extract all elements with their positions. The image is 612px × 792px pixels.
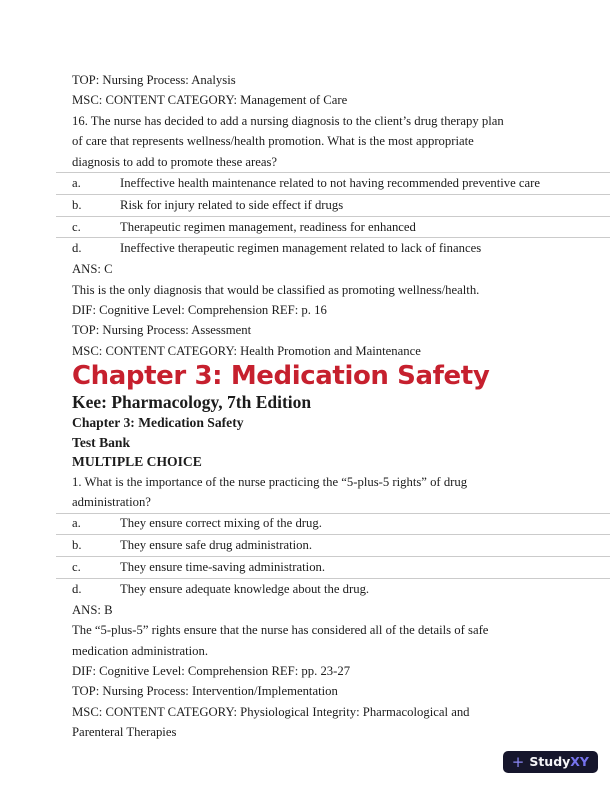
option-letter: c.	[72, 560, 81, 575]
option-text: They ensure adequate knowledge about the drug.	[120, 581, 370, 596]
option-text: Therapeutic regimen management, readiness for enhanced	[120, 219, 416, 234]
msc-line: Parenteral Therapies	[72, 725, 177, 740]
rationale-line: medication administration.	[72, 643, 209, 658]
option-row	[56, 194, 610, 216]
meta-line-top: TOP: Nursing Process: Analysis	[72, 73, 236, 87]
test-bank-label: Test Bank	[72, 434, 131, 450]
answer-line: ANS: B	[72, 602, 113, 617]
question1-text-line: 1. What is the importance of the nurse practicing the “5-plus-5 rights” of drug	[72, 474, 468, 489]
book-title: Kee: Pharmacology, 7th Edition	[72, 392, 312, 413]
chapter-subtitle: Chapter 3: Medication Safety	[72, 415, 244, 431]
option-letter: b.	[72, 538, 82, 553]
option-row	[56, 578, 610, 600]
document-page-content	[72, 70, 612, 743]
option-letter: c.	[72, 219, 81, 234]
option-row	[56, 556, 610, 578]
option-letter: a.	[72, 516, 81, 531]
dif-line: DIF: Cognitive Level: Comprehension REF: pp. 23-27	[72, 663, 351, 678]
question1-text-line: administration?	[72, 495, 151, 510]
option-row	[56, 216, 610, 238]
section-heading: MULTIPLE CHOICE	[72, 454, 202, 470]
option-row	[56, 237, 610, 259]
option-letter: d.	[72, 581, 82, 596]
question16-text-line: diagnosis to add to promote these areas?	[72, 154, 278, 169]
option-text: They ensure safe drug administration.	[120, 538, 313, 553]
option-row	[56, 534, 610, 556]
msc-line: MSC: CONTENT CATEGORY: Health Promotion and Maintenance	[72, 343, 421, 358]
rationale-line: The “5-plus-5” rights ensure that the nurse has considered all of the details of safe	[72, 623, 489, 638]
brand-xy-text: XY	[570, 753, 589, 769]
meta-line-msc: MSC: CONTENT CATEGORY: Management of Care	[72, 93, 348, 108]
msc-line: MSC: CONTENT CATEGORY: Physiological Integrity: Pharmacological and	[72, 704, 470, 719]
studyxy-logo	[529, 753, 589, 769]
top-line: TOP: Nursing Process: Assessment	[72, 323, 252, 338]
question16-options-table	[56, 172, 610, 259]
plus-icon: +	[511, 752, 525, 771]
dif-line: DIF: Cognitive Level: Comprehension REF: p. 16	[72, 303, 327, 318]
option-letter: b.	[72, 197, 82, 212]
option-row	[56, 513, 610, 535]
option-text: They ensure correct mixing of the drug.	[120, 516, 322, 531]
studyxy-badge	[503, 751, 598, 773]
option-text: Ineffective therapeutic regimen management related to lack of finances	[120, 241, 482, 256]
answer-line: ANS: C	[72, 262, 113, 277]
option-row	[56, 172, 610, 194]
option-letter: d.	[72, 241, 82, 256]
option-text: They ensure time-saving administration.	[120, 560, 326, 575]
question16-text-line: 16. The nurse has decided to add a nursing diagnosis to the client’s drug therapy plan	[72, 113, 504, 128]
option-text: Ineffective health maintenance related to not having recommended preventive care	[120, 175, 541, 190]
option-text: Risk for injury related to side effect if drugs	[120, 197, 344, 212]
top-line: TOP: Nursing Process: Intervention/Implementation	[72, 684, 338, 699]
brand-study-text: Study	[529, 753, 571, 769]
question1-options-table	[56, 513, 610, 600]
question16-text-line: of care that represents wellness/health promotion. What is the most appropriate	[72, 134, 474, 149]
chapter-title: Chapter 3: Medication Safety	[72, 361, 490, 392]
rationale-line: This is the only diagnosis that would be classified as promoting wellness/health.	[72, 282, 480, 297]
option-letter: a.	[72, 175, 81, 190]
